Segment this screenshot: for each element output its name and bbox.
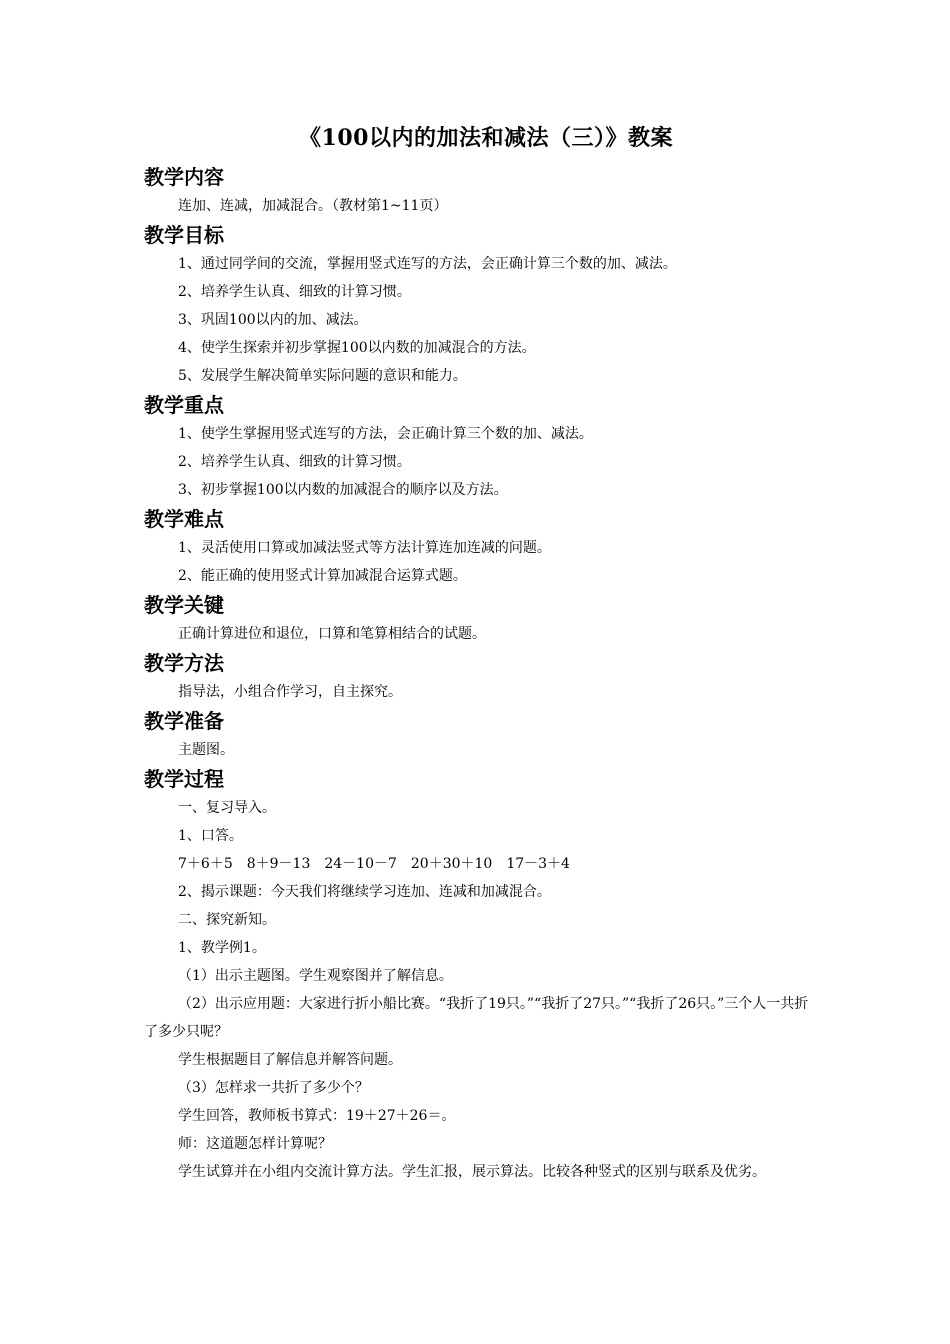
section-goals [144,220,810,390]
document-page [144,118,810,1186]
paragraph: 二、探究新知。 [178,912,276,928]
paragraph: 2、揭示课题：今天我们将继续学习连加、连减和加减混合。 [178,884,551,900]
paragraph: 4、使学生探索并初步掌握100以内数的加减混合的方法。 [178,340,536,356]
paragraph: 学生试算并在小组内交流计算方法。学生汇报，展示算法。比较各种竖式的区别与联系及优劣。 [178,1164,766,1180]
section-heading: 教学准备 [144,709,224,733]
section-heading: 教学目标 [144,223,224,247]
section-key-points [144,390,810,504]
paragraph: 主题图。 [178,742,234,758]
paragraph: （2）出示应用题：大家进行折小船比赛。“我折了19只。”“我折了27只。”“我折了26只。”三个人一共折了多少只呢？ [144,996,809,1040]
section-key [144,590,810,648]
section-difficulties [144,504,810,590]
paragraph: 3、巩固100以内的加、减法。 [178,312,368,328]
paragraph: 学生回答，教师板书算式：19＋27＋26＝。 [178,1108,456,1124]
paragraph: 7＋6＋5 8＋9－13 24－10－7 20＋30＋10 17－3＋4 [178,856,570,872]
document-title: 《100以内的加法和减法（三）》教案 [299,125,673,151]
paragraph: 连加、连减，加减混合。（教材第1~11页） [178,198,448,214]
paragraph: 1、灵活使用口算或加减法竖式等方法计算连加连减的问题。 [178,540,551,556]
section-preparation [144,706,810,764]
paragraph: 5、发展学生解决简单实际问题的意识和能力。 [178,368,467,384]
paragraph: 1、口答。 [178,828,243,844]
section-heading: 教学内容 [144,165,224,189]
paragraph: 2、能正确的使用竖式计算加减混合运算式题。 [178,568,467,584]
paragraph: 一、复习导入。 [178,800,276,816]
paragraph: 2、培养学生认真、细致的计算习惯。 [178,454,411,470]
paragraph: 正确计算进位和退位，口算和笔算相结合的试题。 [178,626,486,642]
section-heading: 教学过程 [144,767,224,791]
section-content [144,162,810,220]
paragraph: 1、教学例1。 [178,940,266,956]
paragraph: 1、通过同学间的交流，掌握用竖式连写的方法，会正确计算三个数的加、减法。 [178,256,677,272]
paragraph: （1）出示主题图。学生观察图并了解信息。 [178,968,453,984]
paragraph: 指导法，小组合作学习，自主探究。 [178,684,402,700]
section-process [144,764,810,1186]
paragraph: （3）怎样求一共折了多少个？ [178,1080,369,1096]
paragraph: 师：这道题怎样计算呢？ [178,1136,332,1152]
section-heading: 教学方法 [144,651,224,675]
section-heading: 教学重点 [144,393,224,417]
section-heading: 教学难点 [144,507,224,531]
section-methods [144,648,810,706]
section-heading: 教学关键 [144,593,224,617]
paragraph: 学生根据题目了解信息并解答问题。 [178,1052,402,1068]
paragraph: 1、使学生掌握用竖式连写的方法，会正确计算三个数的加、减法。 [178,426,593,442]
paragraph: 2、培养学生认真、细致的计算习惯。 [178,284,411,300]
paragraph: 3、初步掌握100以内数的加减混合的顺序以及方法。 [178,482,508,498]
